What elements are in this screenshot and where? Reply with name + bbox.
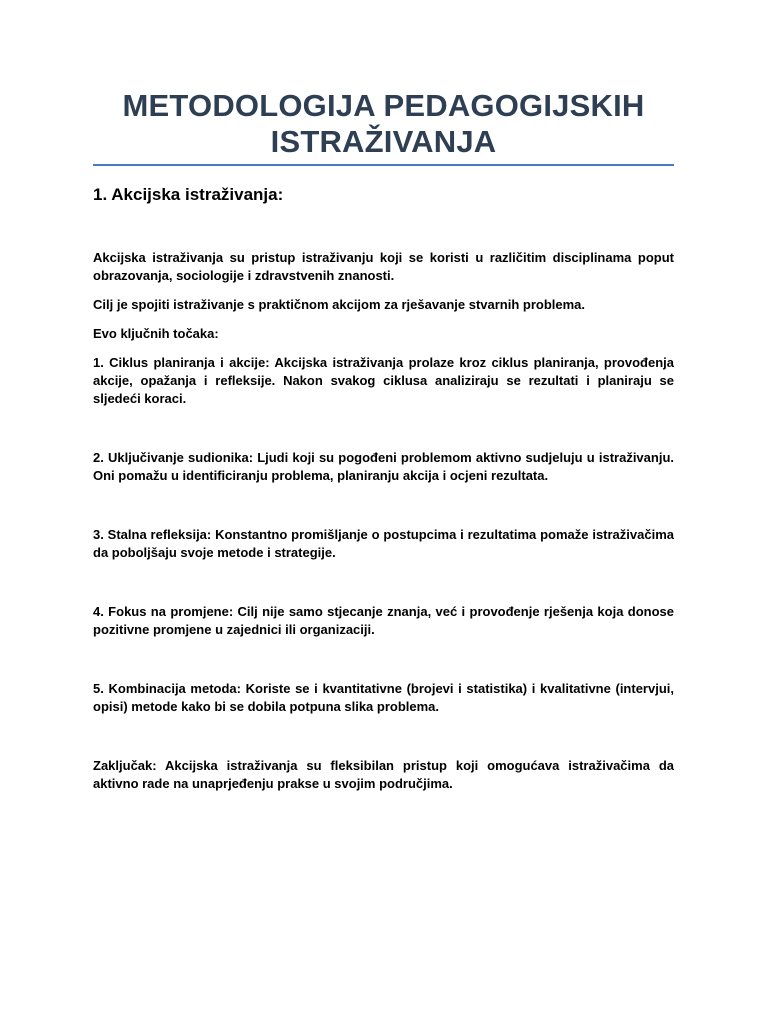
- key-points-label: Evo ključnih točaka:: [93, 326, 219, 341]
- intro-paragraph: Akcijska istraživanja su pristup istraživanju koji se koristi u različitim disciplinama poput obrazovanja, sociologije i zdravstvenih znanosti.: [93, 250, 674, 283]
- point-4-paragraph: 4. Fokus na promjene: Cilj nije samo stjecanje znanja, već i provođenje rješenja koja donose pozitivne promjene u zajednici ili organizaciji.: [93, 604, 674, 637]
- point-5-paragraph: 5. Kombinacija metoda: Koriste se i kvantitativne (brojevi i statistika) i kvalitativne (intervjui, opisi) metode kako bi se dobila potpuna slika problema.: [93, 681, 674, 714]
- document-page: [93, 0, 674, 1024]
- goal-paragraph: Cilj je spojiti istraživanje s praktičnom akcijom za rješavanje stvarnih problema.: [93, 297, 586, 312]
- point-1-paragraph: 1. Ciklus planiranja i akcije: Akcijska istraživanja prolaze kroz ciklus planiranja, provođenja akcije, opažanja i refleksije. Nakon svakog ciklusa analiziraju se rezultati i planiraju se sljedeći koraci.: [93, 355, 674, 406]
- point-2-paragraph: 2. Uključivanje sudionika: Ljudi koji su pogođeni problemom aktivno sudjeluju u istraživanju. Oni pomažu u identificiranju problema, planiranju akcija i ocjeni rezultata.: [93, 450, 674, 483]
- conclusion-paragraph: Zaključak: Akcijska istraživanja su fleksibilan pristup koji omogućava istraživačima da aktivno rade na unaprjeđenju prakse u svojim područjima.: [93, 758, 674, 791]
- title-underline: [93, 164, 674, 166]
- document-title: METODOLOGIJA PEDAGOGIJSKIH ISTRAŽIVANJA: [122, 88, 645, 159]
- section-heading: 1. Akcijska istraživanja:: [93, 185, 284, 204]
- point-3-paragraph: 3. Stalna refleksija: Konstantno promišljanje o postupcima i rezultatima pomaže istraživačima da poboljšaju svoje metode i strategije.: [93, 527, 674, 560]
